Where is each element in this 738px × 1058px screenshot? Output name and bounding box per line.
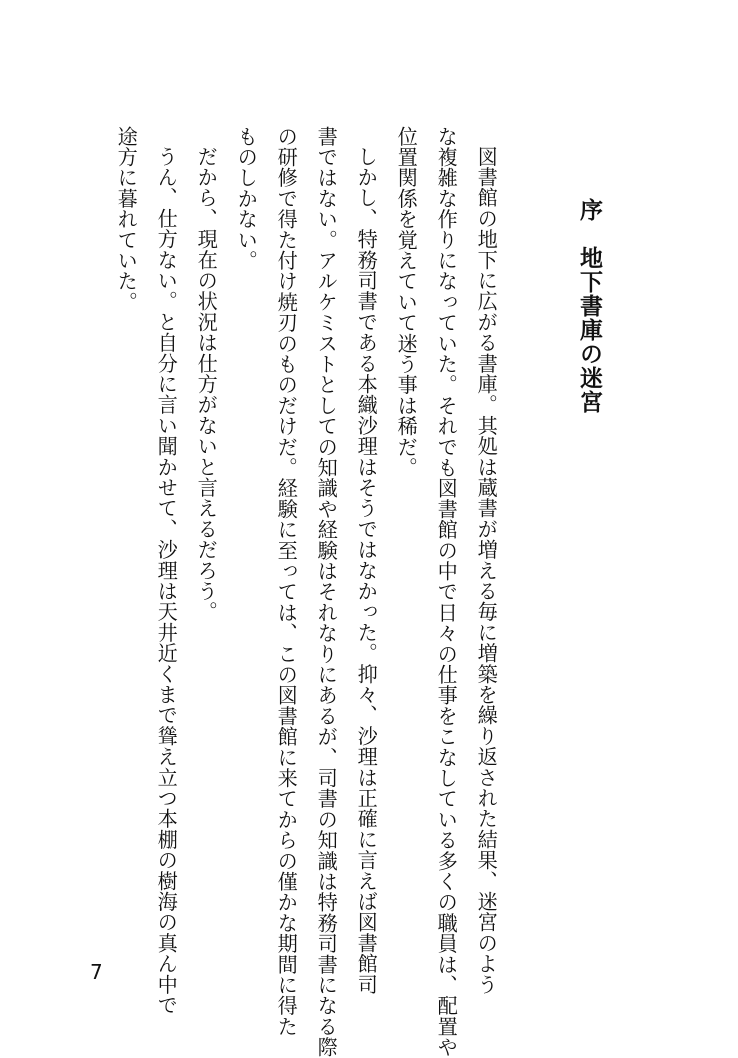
- text-line-5: 書ではない。アルケミストとしての知識や経験はそれなりにあるが、司書の知識は特務司書になる際: [314, 126, 339, 1058]
- text-line-6: の研修で得た付け焼刃のものだけだ。経験に至っては、この図書館に来てからの僅かな期間に得た: [274, 126, 299, 1037]
- chapter-title: 序 地下書庫の迷宮: [576, 198, 603, 414]
- page-number: 7: [90, 960, 103, 984]
- text-line-8: だから、現在の状況は仕方がないと言えるだろう。: [194, 146, 219, 623]
- text-line-3: 位置関係を覚えていて迷う事は稀だ。: [394, 126, 419, 478]
- text-line-9: うん、仕方ない。と自分に言い聞かせて、沙理は天井近くまで聳え立つ本棚の樹海の真ん中で: [154, 146, 179, 1016]
- text-line-10: 途方に暮れていた。: [114, 126, 139, 313]
- text-line-4: しかし、特務司書である本織沙理はそうではなかった。抑々、沙理は正確に言えば図書館司: [354, 146, 379, 995]
- text-line-7: ものしかない。: [234, 126, 259, 271]
- text-line-1: 図書館の地下に広がる書庫。其処は蔵書が増える毎に増築を繰り返された結果、迷宮のよう: [474, 146, 499, 995]
- text-line-2: な複雑な作りになっていた。それでも図書館の中で日々の仕事をこなしている多くの職員は、配置や: [434, 126, 459, 1058]
